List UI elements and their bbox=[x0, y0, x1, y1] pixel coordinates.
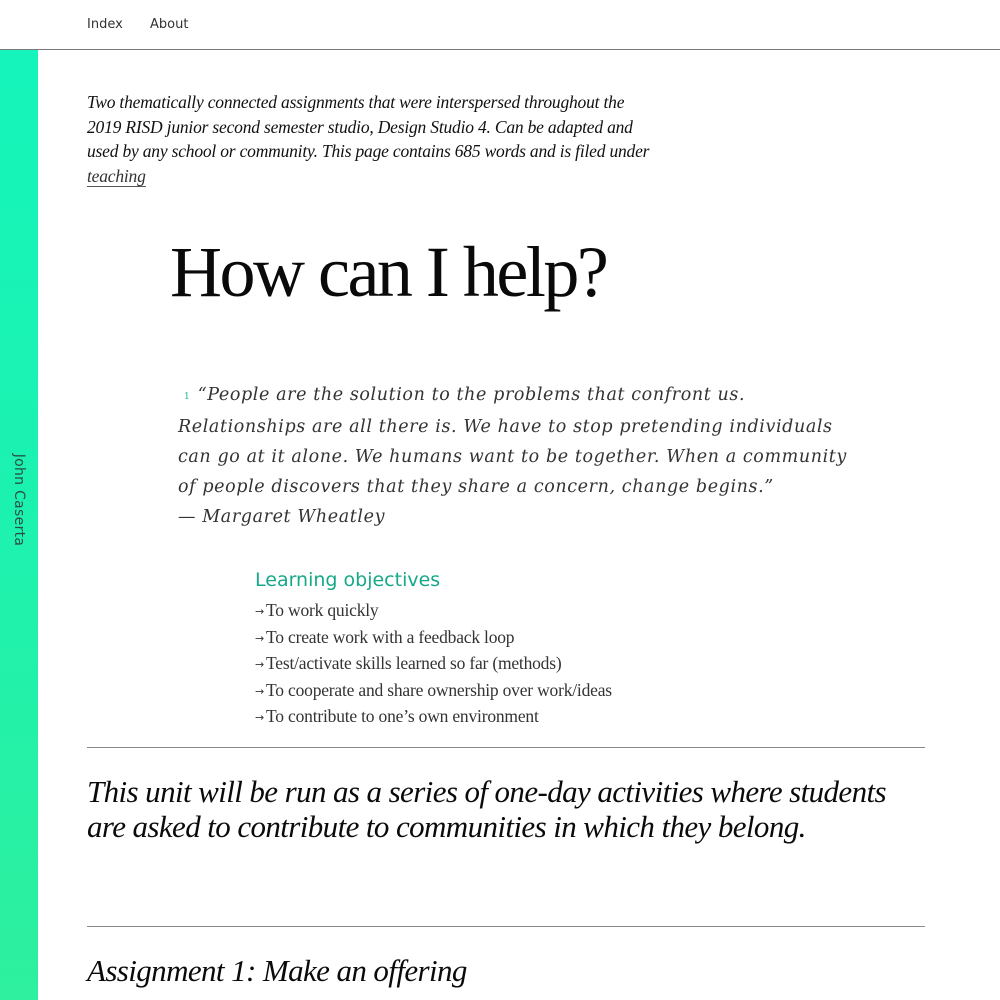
top-nav bbox=[0, 0, 1000, 50]
divider bbox=[87, 926, 925, 927]
intro-text: Two thematically connected assignments that were interspersed throughout the 2019 RISD junior second semester studio, Design Studio 4. Can be adapted and used by any school or community. This page contains 685 words and is filed under bbox=[87, 92, 650, 161]
unit-statement: This unit will be run as a series of one-day activities where students are asked to contribute to communities in which they belong. bbox=[87, 774, 886, 844]
arrow-right-icon: → bbox=[255, 631, 265, 645]
quote-block bbox=[178, 380, 858, 532]
page-title: How can I help? bbox=[170, 232, 607, 312]
list-item: → To work quickly bbox=[255, 600, 379, 620]
learning-objectives bbox=[255, 566, 775, 731]
quote-text: “People are the solution to the problems that confront us. Relationships are all there is. We have to stop pretending individuals can go at it alone. We humans want to be together. When a community of people discovers that they share a concern, change begins.” bbox=[178, 385, 847, 497]
objectives-heading: Learning objectives bbox=[255, 569, 441, 591]
tag-link-teaching[interactable]: teaching bbox=[87, 165, 146, 186]
list-item: → To create work with a feedback loop bbox=[255, 626, 515, 647]
intro-paragraph bbox=[87, 90, 657, 188]
author-name[interactable]: John Caserta bbox=[11, 453, 27, 547]
footnote-marker[interactable]: 1 bbox=[184, 392, 190, 402]
assignment-1-title: Assignment 1: Make an offering bbox=[87, 953, 467, 988]
list-item: → To contribute to one’s own environment bbox=[255, 706, 539, 727]
list-item: → To cooperate and share ownership over work/ideas bbox=[255, 679, 612, 700]
nav-link-index[interactable]: Index bbox=[87, 17, 123, 32]
quote-attribution: — Margaret Wheatley bbox=[178, 507, 386, 527]
nav-link-about[interactable]: About bbox=[150, 17, 189, 32]
arrow-right-icon: → bbox=[255, 711, 265, 725]
objectives-list bbox=[255, 598, 775, 731]
sidebar bbox=[0, 0, 38, 1000]
arrow-right-icon: → bbox=[255, 658, 265, 672]
divider bbox=[87, 747, 925, 748]
arrow-right-icon: → bbox=[255, 605, 265, 618]
list-item: → Test/activate skills learned so far (methods) bbox=[255, 653, 562, 674]
arrow-right-icon: → bbox=[255, 684, 265, 698]
